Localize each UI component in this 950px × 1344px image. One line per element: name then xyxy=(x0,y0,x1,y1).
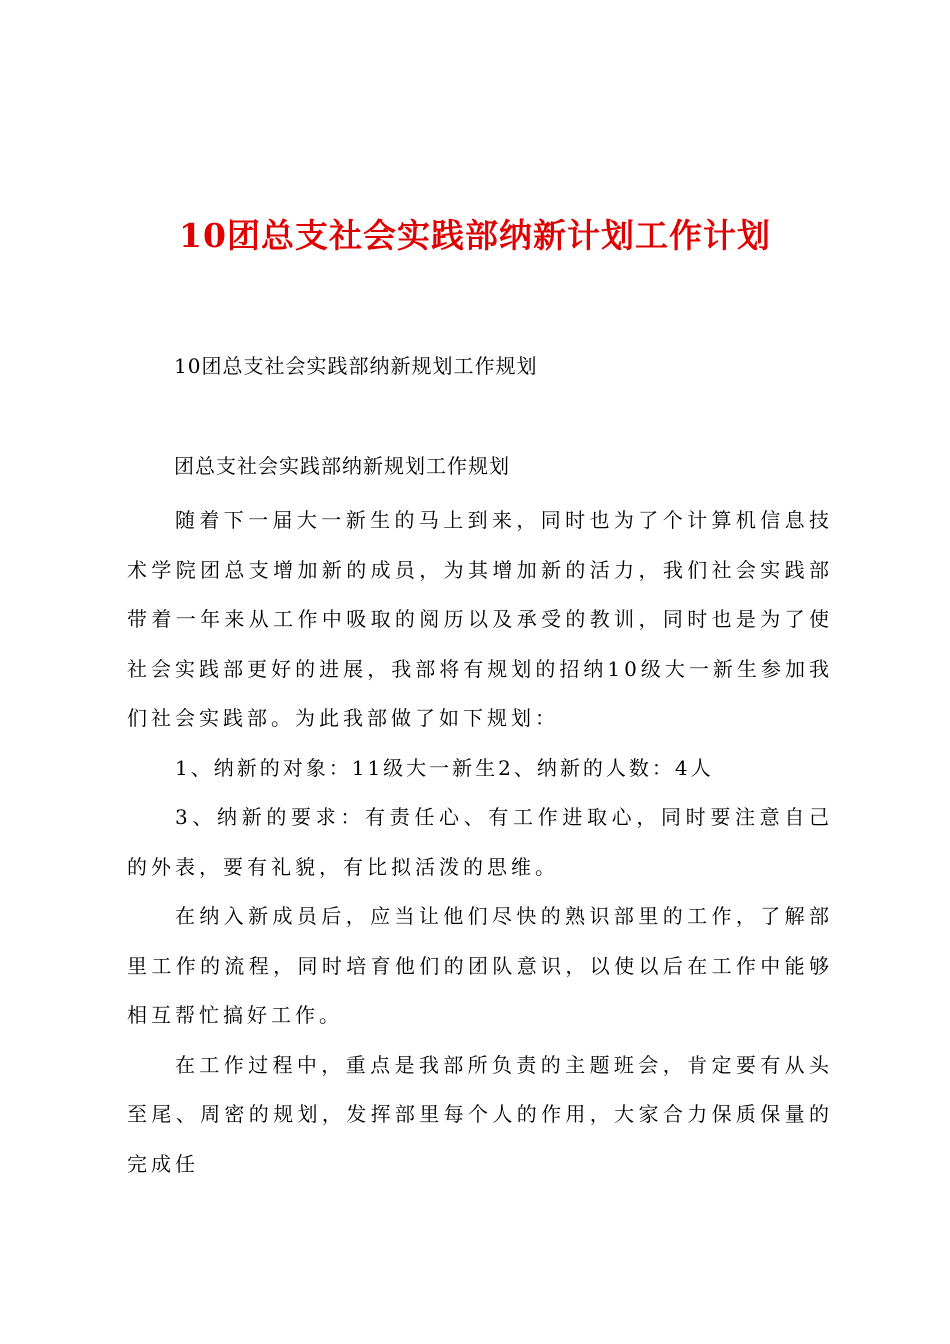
body-paragraph: 随着下一届大一新生的马上到来，同时也为了个计算机信息技术学院团总支增加新的成员，为其增加新的活力，我们社会实践部带着一年来从工作中吸取的阅历以及承受的教训，同时也是为了使社会实践部更好的进展，我部将有规划的招纳10级大一新生参加我们社会实践部。为此我部做了如下规划： xyxy=(127,508,833,730)
document-body xyxy=(127,496,833,1189)
document-title: 10团总支社会实践部纳新计划工作计划 xyxy=(179,216,771,255)
body-paragraph: 在纳入新成员后，应当让他们尽快的熟识部里的工作，了解部里工作的流程，同时培育他们的团队意识，以使以后在工作中能够相互帮忙搞好工作。 xyxy=(127,904,833,1027)
body-paragraph: 在工作过程中，重点是我部所负责的主题班会，肯定要有从头至尾、周密的规划，发挥部里每个人的作用，大家合力保质保量的完成任 xyxy=(127,1052,833,1176)
section-heading: 团总支社会实践部纳新规划工作规划 xyxy=(174,454,510,478)
body-paragraph: 1、纳新的对象：11级大一新生2、纳新的人数：4人 xyxy=(175,755,714,780)
document-subtitle: 10团总支社会实践部纳新规划工作规划 xyxy=(174,354,538,378)
body-paragraph: 3、纳新的要求：有责任心、有工作进取心，同时要注意自己的外表，要有礼貌，有比拟活泼的思维。 xyxy=(127,805,833,879)
